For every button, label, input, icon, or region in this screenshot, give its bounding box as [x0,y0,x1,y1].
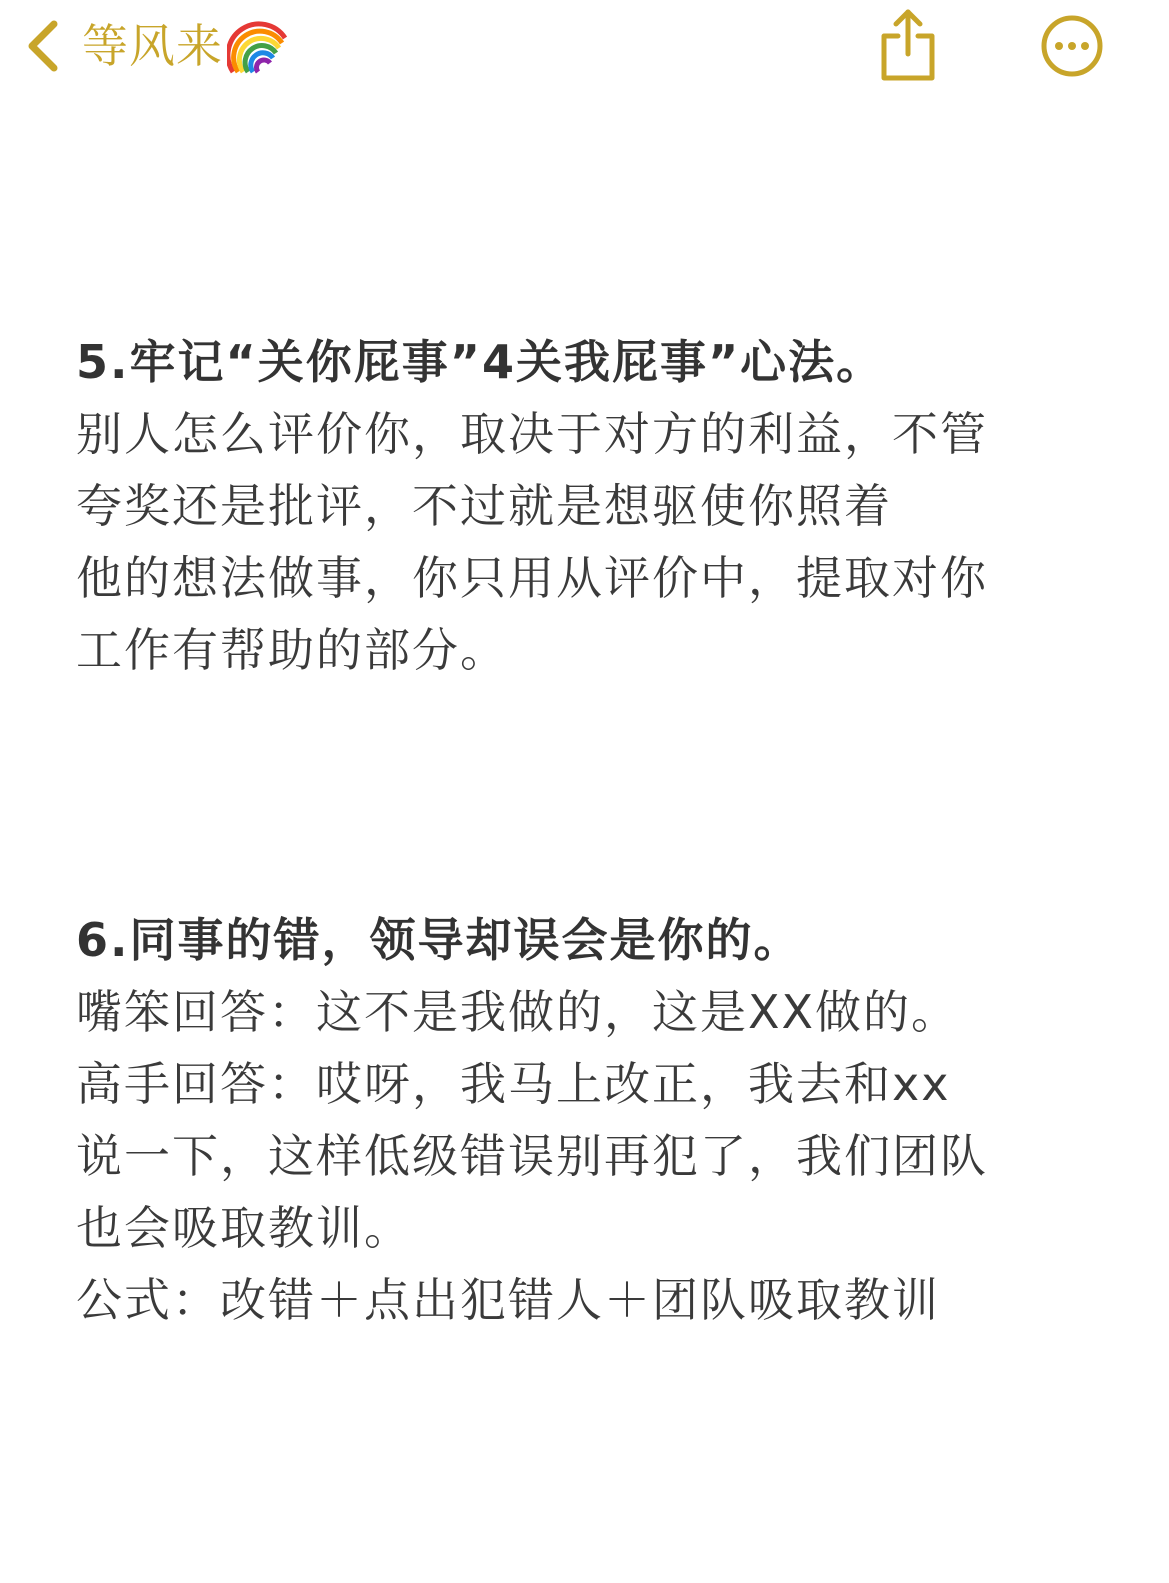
chevron-left-icon [22,18,62,74]
section-heading: 6.同事的错，领导却误会是你的。 [76,913,802,967]
body-line: 别人怎么评价你，取决于对方的利益，不管 [76,407,988,461]
navigation-bar [0,0,1169,100]
body-line: 他的想法做事，你只用从评价中，提取对你 [76,551,988,605]
back-button-label: 等风来 [82,19,223,73]
more-ellipsis-icon [1040,14,1104,78]
body-line: 夸奖还是批评，不过就是想驱使你照着 [76,479,892,533]
body-line: 高手回答：哎呀，我马上改正，我去和xx [76,1057,951,1111]
note-section-5 [76,326,1096,686]
body-line: 也会吸取教训。 [76,1201,412,1255]
body-line: 嘴笨回答：这不是我做的，这是XX做的。 [76,985,960,1039]
body-line: 工作有帮助的部分。 [76,623,508,677]
body-line: 公式：改错＋点出犯错人＋团队吸取教训 [76,1273,940,1327]
body-line: 说一下，这样低级错误别再犯了，我们团队 [76,1129,988,1183]
back-button[interactable] [22,14,291,78]
note-section-6 [76,904,1096,1336]
share-button[interactable] [876,6,940,82]
section-heading: 5.牢记“关你屁事”4关我屁事”心法。 [76,335,885,389]
rainbow-icon [227,16,291,76]
share-icon [876,6,940,82]
more-button[interactable] [1040,14,1104,78]
